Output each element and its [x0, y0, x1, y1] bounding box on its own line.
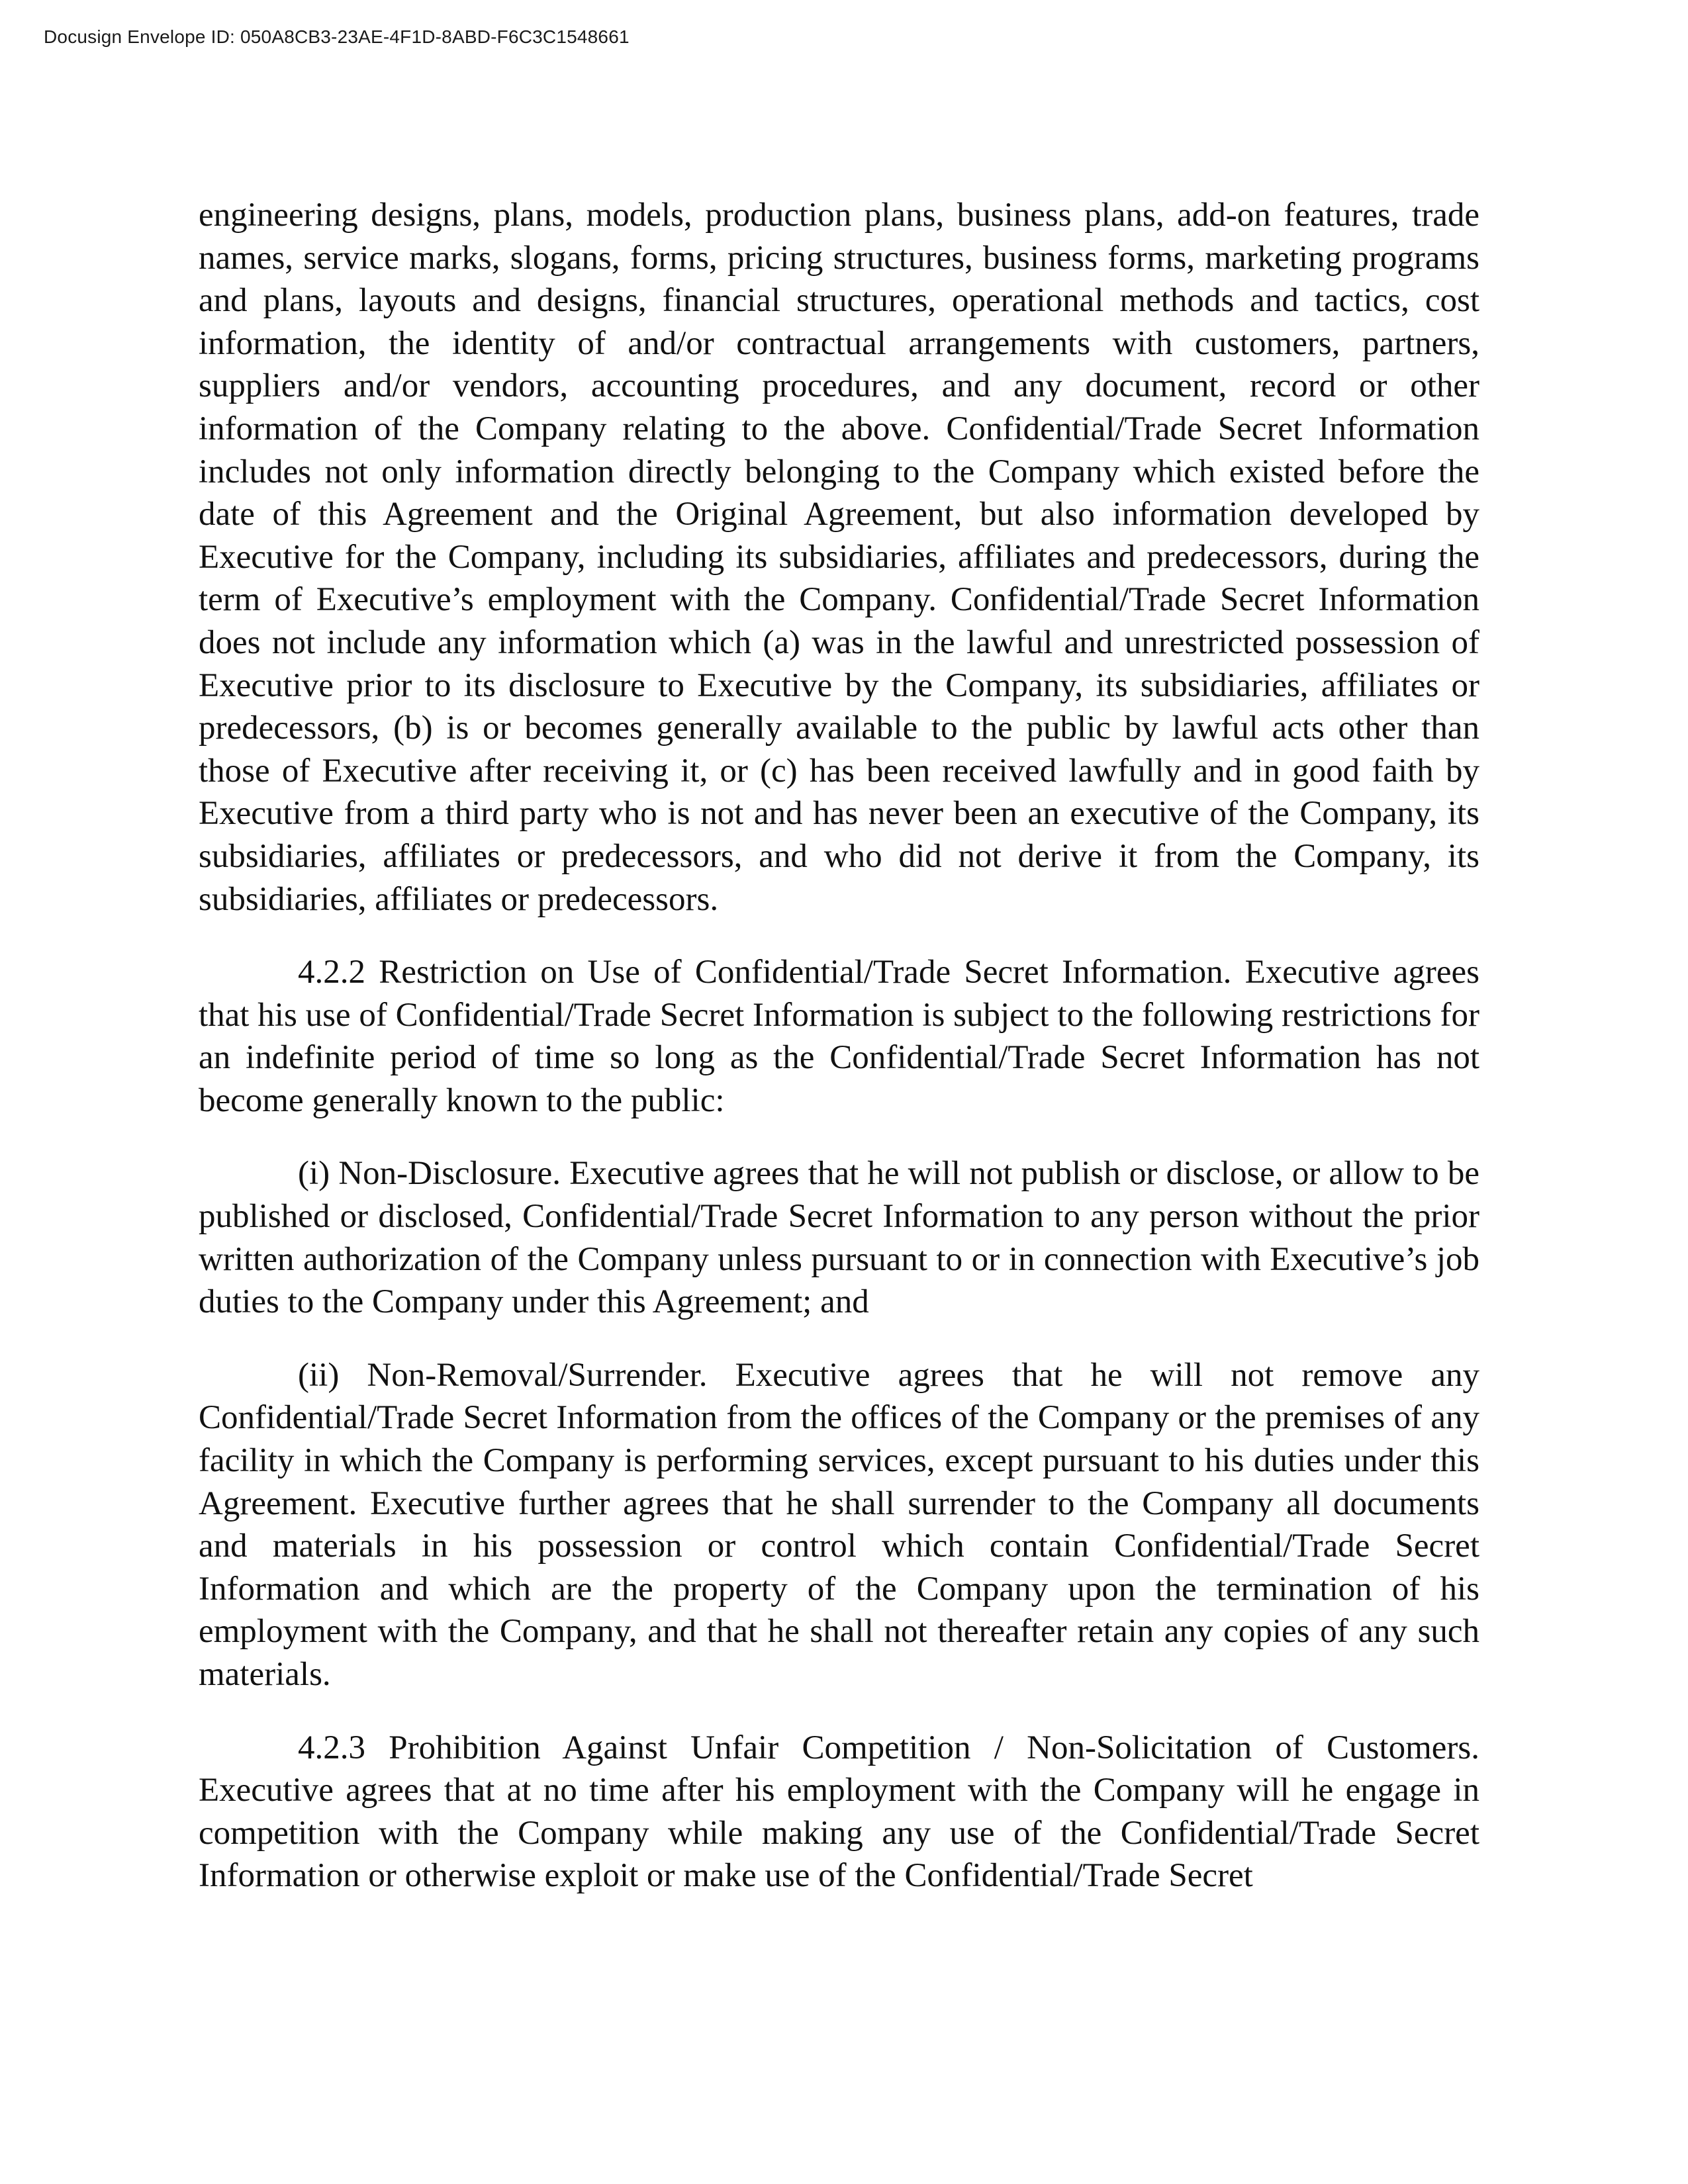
paragraph-4-2-3: 4.2.3 Prohibition Against Unfair Competition / Non-Solicitation of Customers. Executive agrees that at no time after his employment with the Company will he engage in competition with the Company while making any use of the Confidential/Trade Secret Information or otherwise exploit or make use of the Confidential/Trade Secret	[199, 1729, 1479, 1895]
paragraph-4-2-2: 4.2.2 Restriction on Use of Confidential/Trade Secret Information. Executive agrees that his use of Confidential/Trade Secret Information is subject to the following restrictions for an indefinite period of time so long as the Confidential/Trade Secret Information has not become generally known to the public:	[199, 954, 1479, 1119]
document-body	[199, 194, 1479, 1897]
paragraph-non-removal: (ii) Non-Removal/Surrender. Executive agrees that he will not remove any Confidential/Trade Secret Information from the offices of the Company or the premises of any facility in which the Company is performing services, except pursuant to his duties under this Agreement. Executive further agrees that he shall surrender to the Company all documents and materials in his possession or control which contain Confidential/Trade Secret Information and which are the property of the Company upon the termination of his employment with the Company, and that he shall not thereafter retain any copies of any such materials.	[199, 1356, 1479, 1693]
paragraph-non-disclosure: (i) Non-Disclosure. Executive agrees that he will not publish or disclose, or allow to be published or disclosed, Confidential/Trade Secret Information to any person without the prior written authorization of the Company unless pursuant to or in connection with Executive’s job duties to the Company under this Agreement; and	[199, 1155, 1479, 1321]
envelope-id-header: Docusign Envelope ID: 050A8CB3-23AE-4F1D-8ABD-F6C3C1548661	[44, 26, 630, 47]
paragraph-confidential-definition: engineering designs, plans, models, production plans, business plans, add-on features, trade names, service marks, slogans, forms, pricing structures, business forms, marketing programs and plans, layouts and designs, financial structures, operational methods and tactics, cost information, the identity of and/or contractual arrangements with customers, partners, suppliers and/or vendors, accounting procedures, and any document, record or other information of the Company relating to the above. Confidential/Trade Secret Information includes not only information directly belonging to the Company which existed before the date of this Agreement and the Original Agreement, but also information developed by Executive for the Company, including its subsidiaries, affiliates and predecessors, during the term of Executive’s employment with the Company. Confidential/Trade Secret Information does not include any information which (a) was in the lawful and unrestricted possession of Executive prior to its disclosure to Executive by the Company, its subsidiaries, affiliates or predecessors, (b) is or becomes generally available to the public by lawful acts other than those of Executive after receiving it, or (c) has been received lawfully and in good faith by Executive from a third party who is not and has never been an executive of the Company, its subsidiaries, affiliates or predecessors, and who did not derive it from the Company, its subsidiaries, affiliates or predecessors.	[199, 197, 1479, 918]
